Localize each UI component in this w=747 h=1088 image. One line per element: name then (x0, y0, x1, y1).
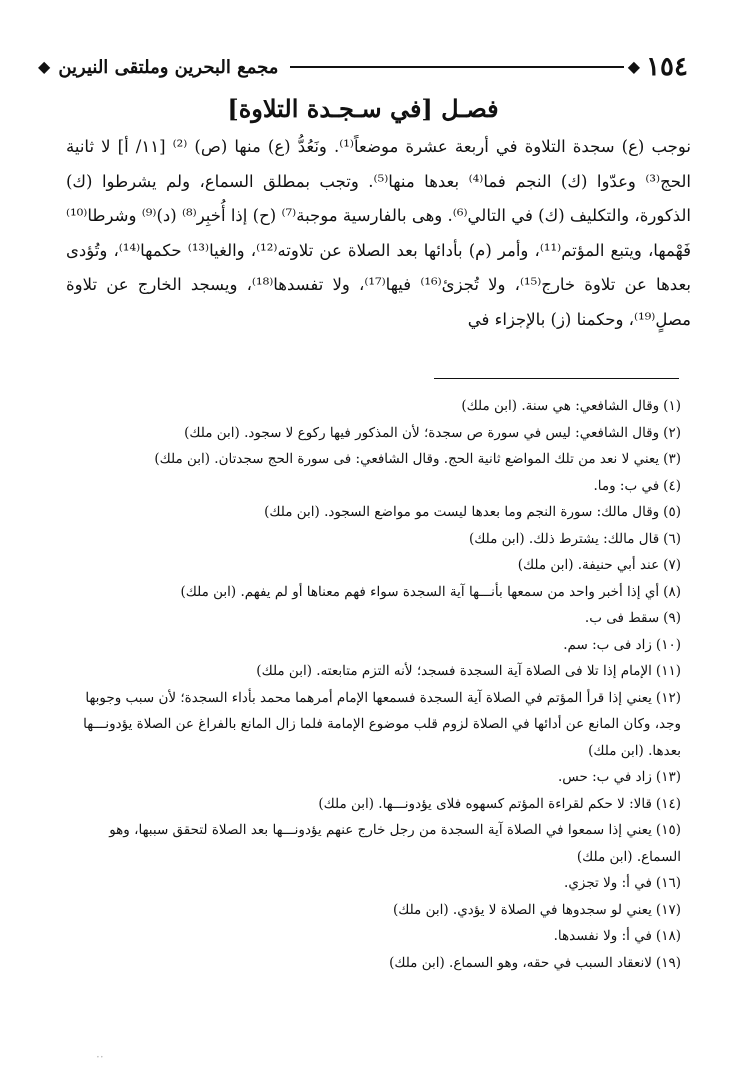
footnote-text: يعني إذا سمعوا في الصلاة آية السجدة من رجل خارج عنهم يؤدونـــها بعد الصلاة لتحقق سببها، وهو السماع. (ابن ملك) (109, 822, 681, 865)
footnote-text: لانعقاد السبب في حقه، وهو السماع. (ابن ملك) (389, 954, 652, 971)
footnote-text: وقال الشافعي: ليس في سورة ص سجدة؛ لأن المذكور فيها ركوع لا سجود. (ابن ملك) (184, 424, 660, 441)
footnote-number: (١٧) (655, 901, 681, 918)
footnote-number: (١٤) (655, 795, 681, 812)
footnote-text: زاد في ب: حس. (557, 769, 652, 785)
footnote-number: (١٠) (655, 636, 681, 653)
footnote-6 (61, 526, 681, 553)
footnote-number: (٨) (663, 583, 681, 600)
running-title: مجمع البحرين وملتقى النيرين (58, 56, 279, 78)
footnote-number: (٣) (663, 451, 681, 467)
footnote-text: زاد فى ب: سم. (563, 636, 652, 653)
footnote-4 (61, 473, 681, 500)
footnote-number: (٧) (663, 557, 681, 573)
footnote-text: سقط فى ب. (584, 610, 660, 626)
diamond-ornament-icon: ◆ (38, 57, 51, 76)
footnote-number: (٢) (663, 424, 681, 441)
footnote-3 (61, 446, 681, 473)
footnote-7 (61, 552, 681, 579)
footnote-2 (61, 420, 681, 447)
running-header (38, 50, 688, 84)
footnote-16 (61, 870, 681, 897)
scan-mark: ·· (96, 1050, 104, 1064)
footnote-text: يعني لو سجدوها في الصلاة لا يؤدي. (ابن ملك) (392, 901, 652, 918)
footnote-text: وقال مالك: سورة النجم وما بعدها ليست مو مواضع السجود. (ابن ملك) (264, 504, 660, 520)
footnote-text: يعني لا نعد من تلك المواضع ثانية الحج. وقال الشافعي: فى سورة الحج سجدتان. (ابن ملك) (154, 451, 660, 467)
footnote-8 (61, 579, 681, 606)
footnote-5 (61, 499, 681, 526)
footnote-number: (٤) (663, 477, 681, 494)
footnote-number: (٦) (663, 530, 681, 547)
footnote-15 (61, 817, 681, 870)
footnote-17 (61, 897, 681, 924)
footnote-number: (١) (663, 398, 681, 414)
footnote-text: أي إذا أخبر واحد من سمعها بأنـــها آية السجدة سواء فهم معناها أو لم يفهم. (ابن ملك) (180, 583, 660, 600)
footnote-text: الإمام إذا تلا فى الصلاة آية السجدة فسجد؛ لأنه التزم متابعته. (ابن ملك) (256, 663, 652, 679)
footnote-number: (١٣) (655, 769, 681, 785)
footnote-text: عند أبي حنيفة. (ابن ملك) (517, 557, 660, 573)
footnote-text: في أ: ولا تجزي. (564, 875, 652, 891)
header-rule (290, 66, 623, 68)
body-paragraph: نوجب (ع) سجدة التلاوة في أربعة عشرة موضعاً⁽¹⁾. ونَعُدُّ (ع) منها (ص) ⁽²⁾ [١١/ أ] لا ثانية الحج⁽³⁾ وعدّوا (ك) النجم فما⁽⁴⁾ بعدها منها⁽⁵⁾. وتجب بمطلق السماع، ولم يشرطوا (ك) الذكورة، والتكليف (ك) في التالي⁽⁶⁾. وهى بالفارسية موجبة⁽⁷⁾ (ح) إذا أُخبِر⁽⁸⁾ (د)⁽⁹⁾ وشرطا⁽¹⁰⁾ فَهْمها، ويتبع المؤتم⁽¹¹⁾، وأمر (م) بأدائها بعد الصلاة عن تلاوته⁽¹²⁾، والغيا⁽¹³⁾ حكمها⁽¹⁴⁾، وتُؤدى بعدها عن تلاوة خارج⁽¹⁵⁾، ولا تُجزئ⁽¹⁶⁾ فيها⁽¹⁷⁾، ولا تفسدها⁽¹⁸⁾، ويسجد الخارج عن تلاوة مصلٍ⁽¹⁹⁾، وحكمنا (ز) بالإجزاء في (66, 137, 692, 329)
footnote-18 (61, 923, 681, 950)
footnote-text: وقال الشافعي: هي سنة. (ابن ملك) (461, 398, 660, 414)
page-number: ١٥٤ (646, 52, 688, 82)
footnote-11 (61, 658, 681, 685)
footnote-text: يعني إذا قرأ المؤتم في الصلاة آية السجدة فسمعها الإمام أمرهما محمد بأداء السجدة؛ لأن سبب وجوبها وجد، وكان المانع عن أدائها في الصلاة لزوم قلب موضوع الإمامة فلما زال المانع بالفراغ عن الصلاة يؤدونـــها بعدها. (ابن ملك) (83, 689, 681, 759)
section-heading: فصـل [في سـجـدة التلاوة] (227, 94, 499, 123)
footnote-number: (١١) (655, 663, 681, 679)
footnote-12 (61, 685, 681, 765)
footnote-13 (61, 764, 681, 791)
footnote-number: (١٢) (655, 689, 681, 706)
footnote-text: قال مالك: يشترط ذلك. (ابن ملك) (468, 530, 660, 547)
footnote-10 (61, 632, 681, 659)
footnote-text: في ب: وما. (593, 477, 660, 494)
diamond-ornament-icon: ◆ (627, 57, 641, 76)
footnotes-list (61, 393, 681, 976)
footnote-19 (61, 950, 681, 977)
footnote-number: (١٥) (655, 822, 681, 838)
footnote-number: (٩) (663, 610, 681, 626)
footnote-number: (٥) (663, 504, 681, 520)
footnote-number: (١٩) (655, 954, 681, 971)
footnote-text: قالا: لا حكم لقراءة المؤتم كسهوه فلاى يؤدونـــها. (ابن ملك) (318, 795, 652, 812)
footnote-9 (61, 605, 681, 632)
footnote-14 (61, 791, 681, 818)
footnote-number: (١٨) (655, 928, 681, 944)
footnote-number: (١٦) (655, 875, 681, 891)
footnote-1 (61, 393, 681, 420)
body-text (66, 130, 691, 337)
footnote-separator (434, 378, 679, 379)
footnote-text: في أ: ولا نفسدها. (553, 928, 652, 944)
